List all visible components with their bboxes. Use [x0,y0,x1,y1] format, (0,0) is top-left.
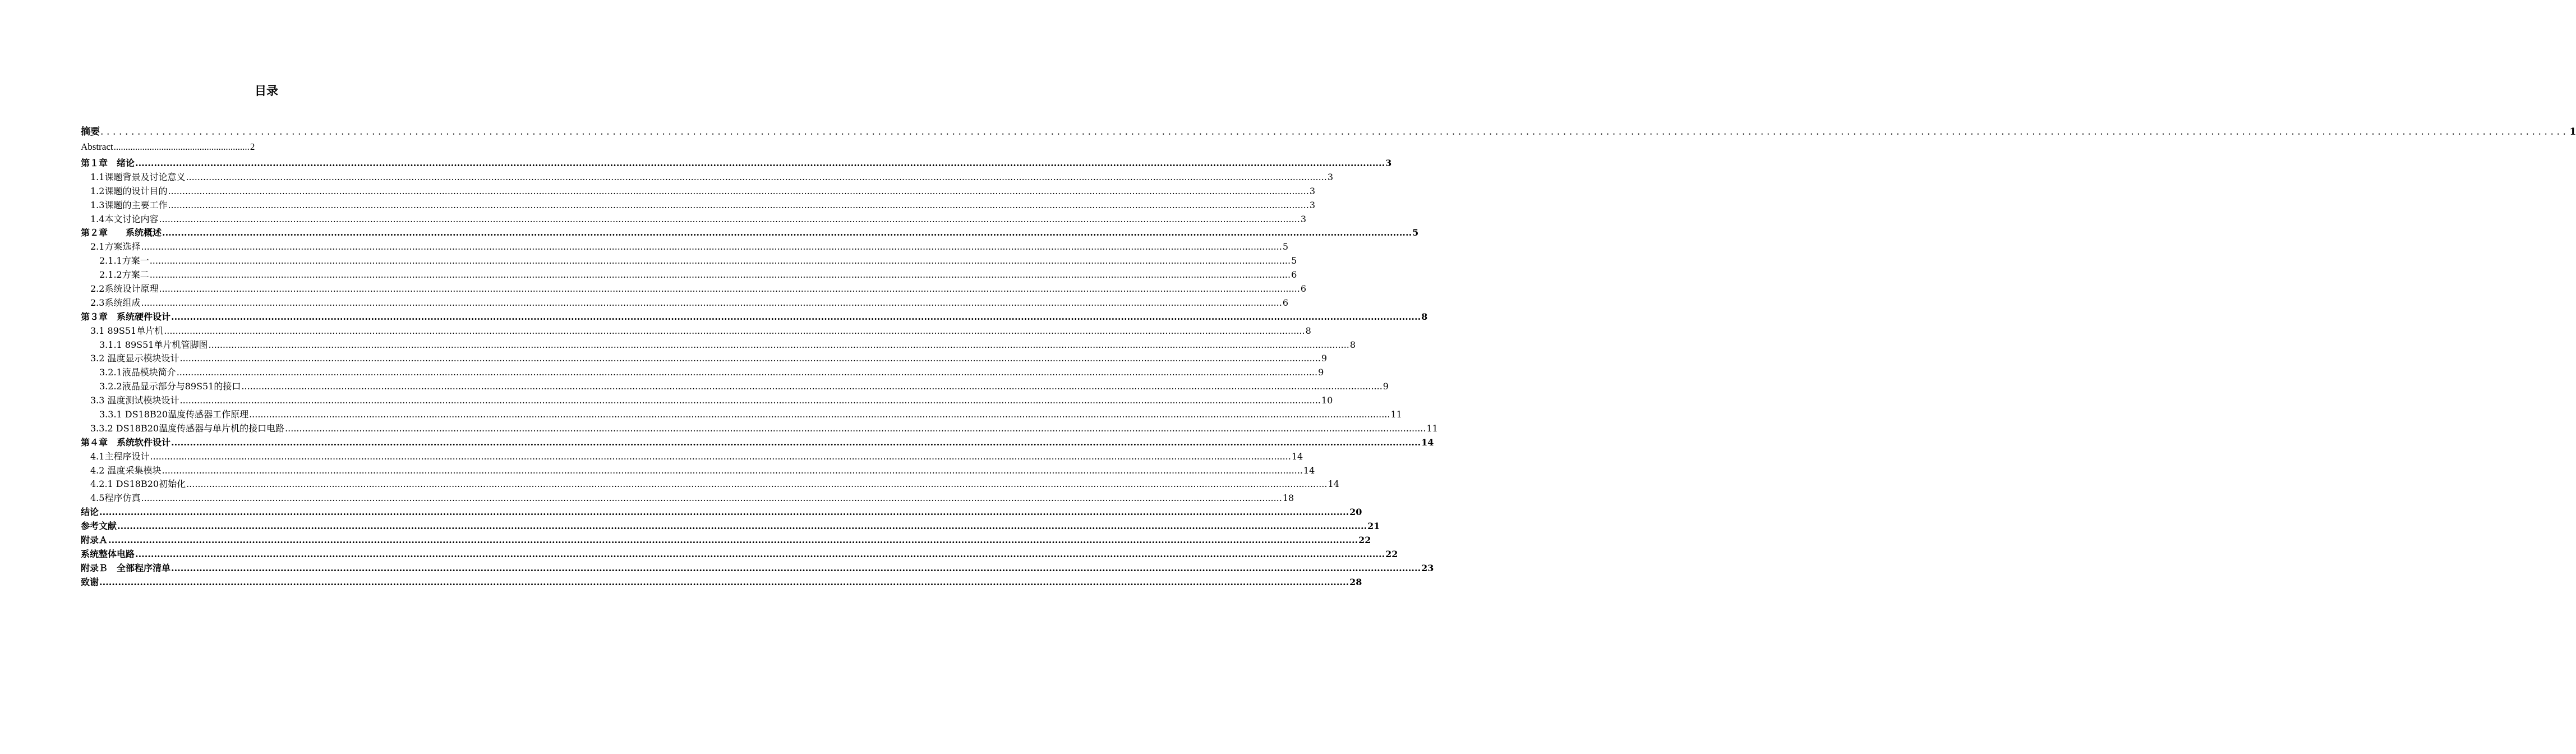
toc-entry-page-number: 11 [1426,422,1438,434]
toc-entry-page-number: 8 [1349,339,1356,350]
dot-leader: ................................................................................................................................................................................................................................................................................................................................................................................................................ [99,507,1349,518]
toc-entry-label: 第３章 系统硬件设计 [81,311,171,322]
toc-entry-page-number: 6 [1291,269,1297,281]
dot-leader: ......................................................... [113,141,250,152]
toc-entry[interactable] [81,477,1339,491]
toc-entry-label: 2.1.1方案一 [99,255,149,266]
toc-entry-page-number: 14 [1291,450,1303,462]
toc-entry-label: 摘要 [81,126,100,137]
toc-entry-label: 3.3.1 DS18B20温度传感器工作原理 [99,409,249,420]
toc-entry-page-number: 11 [1390,409,1402,420]
toc-entry-page-number: 10 [1321,395,1333,406]
toc-entry[interactable] [81,310,1428,324]
toc-entry-label: 3.2.2液晶显示部分与89S51的接口 [99,381,241,392]
toc-entry[interactable] [81,254,1297,268]
toc-entry-label: 附录Ａ [81,535,108,546]
toc-title: 目录 [255,84,278,98]
toc-entry[interactable] [81,365,1324,379]
dot-leader: ................................................................................................................................................................................................................................................................................................................................................................................................................ [100,126,2569,137]
toc-entry-page-number: 6 [1282,297,1289,308]
dot-leader: ................................................................................................................................................................................................................................................................................................................................................................................................................ [168,185,1309,196]
toc-entry-page-number: 8 [1305,325,1311,336]
toc-entry[interactable] [81,324,1311,338]
dot-leader: ................................................................................................................................................................................................................................................................................................................................................................................................................ [171,311,1421,322]
toc-entry[interactable] [81,393,1333,407]
toc-entry-page-number: 23 [1421,562,1434,573]
toc-entry-page-number: 14 [1303,465,1315,476]
dot-leader: ................................................................................................................................................................................................................................................................................................................................................................................................................ [135,548,1385,559]
dot-leader: ................................................................................................................................................................................................................................................................................................................................................................................................................ [186,479,1328,490]
toc-entry-page-number: 3 [1300,213,1307,224]
dot-leader: ................................................................................................................................................................................................................................................................................................................................................................................................................ [168,199,1309,210]
dot-leader: ................................................................................................................................................................................................................................................................................................................................................................................................................ [141,241,1282,252]
toc-entry-label: 2.2系统设计原理 [90,283,159,295]
toc-entry[interactable] [81,156,1392,170]
toc-entry[interactable] [81,561,1434,575]
toc-entry[interactable] [81,141,454,156]
toc-entry-label: 2.1.2方案二 [99,269,149,281]
toc-entry[interactable] [81,170,1334,184]
toc-entry-page-number: 1 [2569,126,2576,137]
toc-entry-label: 系统整体电路 [81,548,135,559]
toc-entry-page-number: 3 [1309,185,1316,196]
dot-leader: ................................................................................................................................................................................................................................................................................................................................................................................................................ [171,436,1421,448]
dot-leader: ................................................................................................................................................................................................................................................................................................................................................................................................................ [162,465,1303,476]
toc-entry[interactable] [81,123,2576,141]
toc-entry-page-number: 14 [1421,436,1434,448]
toc-entry-label: 1.1课题背景及讨论意义 [90,171,186,182]
dot-leader: ................................................................................................................................................................................................................................................................................................................................................................................................................ [135,158,1385,168]
table-of-contents [81,123,2576,589]
dot-leader: ................................................................................................................................................................................................................................................................................................................................................................................................................ [141,297,1282,308]
toc-entry-page-number: 5 [1412,227,1419,238]
toc-entry[interactable] [81,463,1315,477]
dot-leader: ................................................................................................................................................................................................................................................................................................................................................................................................................ [171,562,1421,573]
toc-entry-label: 3.3 温度测试模块设计 [90,395,179,406]
dot-leader: ................................................................................................................................................................................................................................................................................................................................................................................................................ [162,227,1412,238]
toc-entry-page-number: 18 [1282,493,1294,504]
toc-entry-label: 3.1 89S51单片机 [90,325,164,336]
toc-entry-label: 1.3课题的主要工作 [90,199,168,210]
toc-entry-label: 结论 [81,507,99,518]
toc-entry[interactable] [81,268,1297,282]
toc-entry-label: 4.1主程序设计 [90,450,150,462]
toc-entry-page-number: 14 [1328,479,1339,490]
toc-entry-label: 致谢 [81,576,99,587]
toc-entry[interactable] [81,212,1307,226]
toc-entry[interactable] [81,575,1362,589]
toc-entry-label: 第２章 系统概述 [81,227,162,238]
toc-entry-page-number: 6 [1300,283,1307,295]
dot-leader: ................................................................................................................................................................................................................................................................................................................................................................................................................ [164,325,1305,336]
toc-entry-label: 4.2.1 DS18B20初始化 [90,479,186,490]
toc-entry-page-number: 20 [1349,507,1362,518]
toc-entry-label: 3.3.2 DS18B20温度传感器与单片机的接口电路 [90,422,285,434]
toc-entry-label: 3.1.1 89S51单片机管脚图 [99,339,208,350]
dot-leader: ................................................................................................................................................................................................................................................................................................................................................................................................................ [108,535,1358,546]
toc-entry-page-number: 8 [1421,311,1428,322]
toc-entry-page-number: 9 [1318,367,1324,378]
toc-entry-label: 3.2.1液晶模块简介 [99,367,176,378]
toc-entry[interactable] [81,519,1380,533]
toc-entry-page-number: 9 [1321,353,1328,364]
toc-entry[interactable] [81,379,1389,393]
toc-entry-label: 参考文献 [81,521,117,532]
toc-entry-label: 2.1方案选择 [90,241,141,252]
toc-entry-label: 第１章 绪论 [81,158,135,168]
toc-entry[interactable] [81,351,1328,365]
toc-entry-page-number: 21 [1367,521,1380,532]
dot-leader: ................................................................................................................................................................................................................................................................................................................................................................................................................ [149,269,1291,281]
toc-entry-label: 3.2 温度显示模块设计 [90,353,179,364]
toc-entry-label: Abstract [81,141,113,152]
toc-entry-page-number: 22 [1385,548,1398,559]
toc-entry-label: 1.4本文讨论内容 [90,213,159,224]
toc-entry[interactable] [81,421,1438,435]
dot-leader: ................................................................................................................................................................................................................................................................................................................................................................................................................ [208,339,1349,350]
toc-entry[interactable] [81,282,1307,296]
dot-leader: ................................................................................................................................................................................................................................................................................................................................................................................................................ [241,381,1383,392]
toc-entry[interactable] [81,491,1294,505]
toc-entry-page-number: 28 [1349,576,1362,587]
toc-entry-page-number: 22 [1358,535,1371,546]
toc-entry-label: 第４章 系统软件设计 [81,436,171,448]
toc-entry[interactable] [81,449,1303,463]
toc-entry-label: 1.2课题的设计目的 [90,185,168,196]
toc-entry[interactable] [81,240,1289,254]
dot-leader: ................................................................................................................................................................................................................................................................................................................................................................................................................ [186,171,1327,182]
dot-leader: ................................................................................................................................................................................................................................................................................................................................................................................................................ [179,353,1321,364]
toc-entry[interactable] [81,547,1398,561]
toc-entry[interactable] [81,407,1402,421]
dot-leader: ................................................................................................................................................................................................................................................................................................................................................................................................................ [159,283,1300,295]
toc-entry-label: 4.5程序仿真 [90,493,141,504]
toc-entry[interactable] [81,198,1316,212]
dot-leader: ................................................................................................................................................................................................................................................................................................................................................................................................................ [285,422,1426,434]
toc-entry[interactable] [81,435,1434,449]
toc-entry-page-number: 5 [1291,255,1297,266]
dot-leader: ................................................................................................................................................................................................................................................................................................................................................................................................................ [249,409,1390,420]
dot-leader: ................................................................................................................................................................................................................................................................................................................................................................................................................ [149,255,1291,266]
dot-leader: ................................................................................................................................................................................................................................................................................................................................................................................................................ [150,450,1291,462]
dot-leader: ................................................................................................................................................................................................................................................................................................................................................................................................................ [117,521,1367,532]
toc-entry[interactable] [81,226,1419,240]
toc-entry-label: 附录Ｂ 全部程序清单 [81,562,171,573]
toc-entry-label: 2.3系统组成 [90,297,141,308]
toc-entry-label: 4.2 温度采集模块 [90,465,162,476]
toc-entry[interactable] [81,533,1371,547]
dot-leader: ................................................................................................................................................................................................................................................................................................................................................................................................................ [176,367,1318,378]
toc-entry[interactable] [81,338,1356,352]
toc-entry-page-number: 2 [250,141,255,152]
dot-leader: ................................................................................................................................................................................................................................................................................................................................................................................................................ [179,395,1321,406]
dot-leader: ................................................................................................................................................................................................................................................................................................................................................................................................................ [159,213,1300,224]
toc-entry-page-number: 5 [1282,241,1289,252]
dot-leader: ................................................................................................................................................................................................................................................................................................................................................................................................................ [99,576,1349,587]
toc-entry-page-number: 3 [1385,158,1392,168]
dot-leader: ................................................................................................................................................................................................................................................................................................................................................................................................................ [141,493,1282,504]
toc-entry[interactable] [81,505,1362,519]
toc-entry[interactable] [81,184,1316,198]
toc-entry-page-number: 9 [1383,381,1389,392]
toc-entry[interactable] [81,296,1289,310]
toc-entry-page-number: 3 [1327,171,1334,182]
toc-entry-page-number: 3 [1309,199,1316,210]
